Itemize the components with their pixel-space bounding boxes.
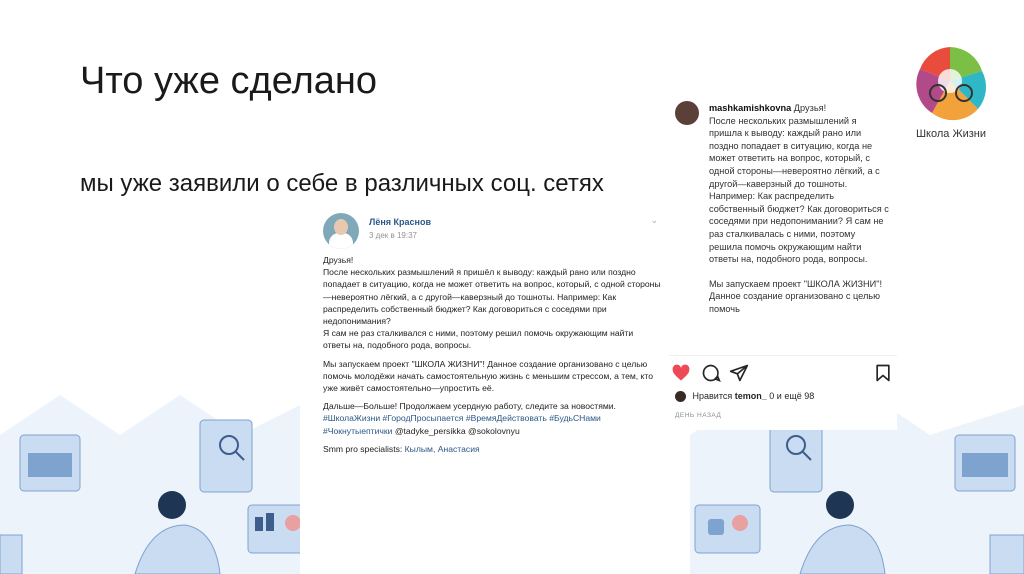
vk-avatar[interactable] <box>323 213 359 249</box>
vk-paragraph-1: После нескольких размышлений я пришёл к выводу: каждый рано или поздно попадает в ситуацию, когда не может ответить на вопрос, который, с одной стороны—невероятно лёгкий, а с другой—каверзный до тошноты. Например: Как распределить собственный бюджет? Как договориться с соседями при недопонимания? <box>323 267 661 327</box>
vk-post-body <box>323 254 663 461</box>
left-decor-illustration <box>0 395 300 574</box>
vk-hashtags[interactable]: #ШколаЖизни #ГородПросыпается #ВремяДействовать #БудьСНами #Чокнутыептички <box>323 413 601 436</box>
ig-caption <box>709 102 889 354</box>
vk-post <box>305 205 672 505</box>
vk-paragraph-2: Я сам не раз сталкивался с ними, поэтому решил помочь окружающим найти ответы на, подобного рода, вопросы. <box>323 328 634 351</box>
ig-likes-user[interactable]: temon_ <box>734 391 767 401</box>
bookmark-icon[interactable] <box>873 363 893 383</box>
ig-liker-avatar <box>675 391 686 402</box>
ig-caption-body-2: Мы запускаем проект "ШКОЛА ЖИЗНИ"! Данное создание организовано с целью помочь <box>709 278 883 314</box>
ig-time-ago: ДЕНЬ НАЗАД <box>675 412 722 419</box>
ig-likes[interactable] <box>675 391 814 402</box>
vk-post-date[interactable]: 3 дек в 19:37 <box>369 231 418 240</box>
ig-action-bar <box>669 363 897 383</box>
instagram-post <box>669 95 897 430</box>
share-icon[interactable] <box>729 363 749 383</box>
vk-mention-1[interactable]: @tadyke_persikka <box>394 425 466 436</box>
ig-divider <box>669 355 897 356</box>
ig-avatar[interactable] <box>675 101 699 125</box>
vk-author-name[interactable]: Лёня Краснов <box>369 217 431 227</box>
slide-title: Что уже сделано <box>80 60 378 102</box>
ig-likes-suffix: 0 и ещё 98 <box>769 391 815 401</box>
vk-greeting: Друзья! <box>323 255 354 265</box>
slide-subtitle: мы уже заявили о себе в различных соц. сетях <box>80 170 604 197</box>
vk-smm-names[interactable]: Кылым, Анастасия <box>404 443 480 454</box>
vk-smm-label: Smm pro specialists: <box>323 443 403 454</box>
ig-likes-prefix: Нравится <box>692 391 733 401</box>
logo-text: Школа Жизни <box>915 128 987 140</box>
ig-caption-body: После нескольких размышлений я пришла к выводу: каждый рано или поздно попадает в ситуацию, когда не может ответить на вопрос, который, с одной стороны—невероятно лёгкий, а с другой—каверзный до тошноты. Например: Как распределить собственный бюджет? Как договориться с соседями при недопонимании? Я сам не раз сталкивалась с ними, поэтому решила помочь окружающим найти ответы на, подобного рода, вопросы. <box>709 115 889 265</box>
ig-username[interactable]: mashkamishkovna <box>709 103 792 113</box>
comment-icon[interactable] <box>701 363 721 383</box>
vk-paragraph-4: Дальше—Больше! Продолжаем усердную работу, следите за новостями. <box>323 401 616 412</box>
vk-more-chevron-icon[interactable]: ⌄ <box>650 215 658 225</box>
ig-caption-start: Друзья! <box>793 103 827 113</box>
vk-mention-2[interactable]: @sokolovnyu <box>468 425 520 436</box>
vk-paragraph-3: Мы запускаем проект "ШКОЛА ЖИЗНИ"! Данное создание организовано с целью помочь молодёжи начать самостоятельную жизнь с меньшим стрессом, а тем, кто уже живёт самостоятельно—упростить её. <box>323 358 654 394</box>
heart-icon[interactable] <box>671 363 691 383</box>
